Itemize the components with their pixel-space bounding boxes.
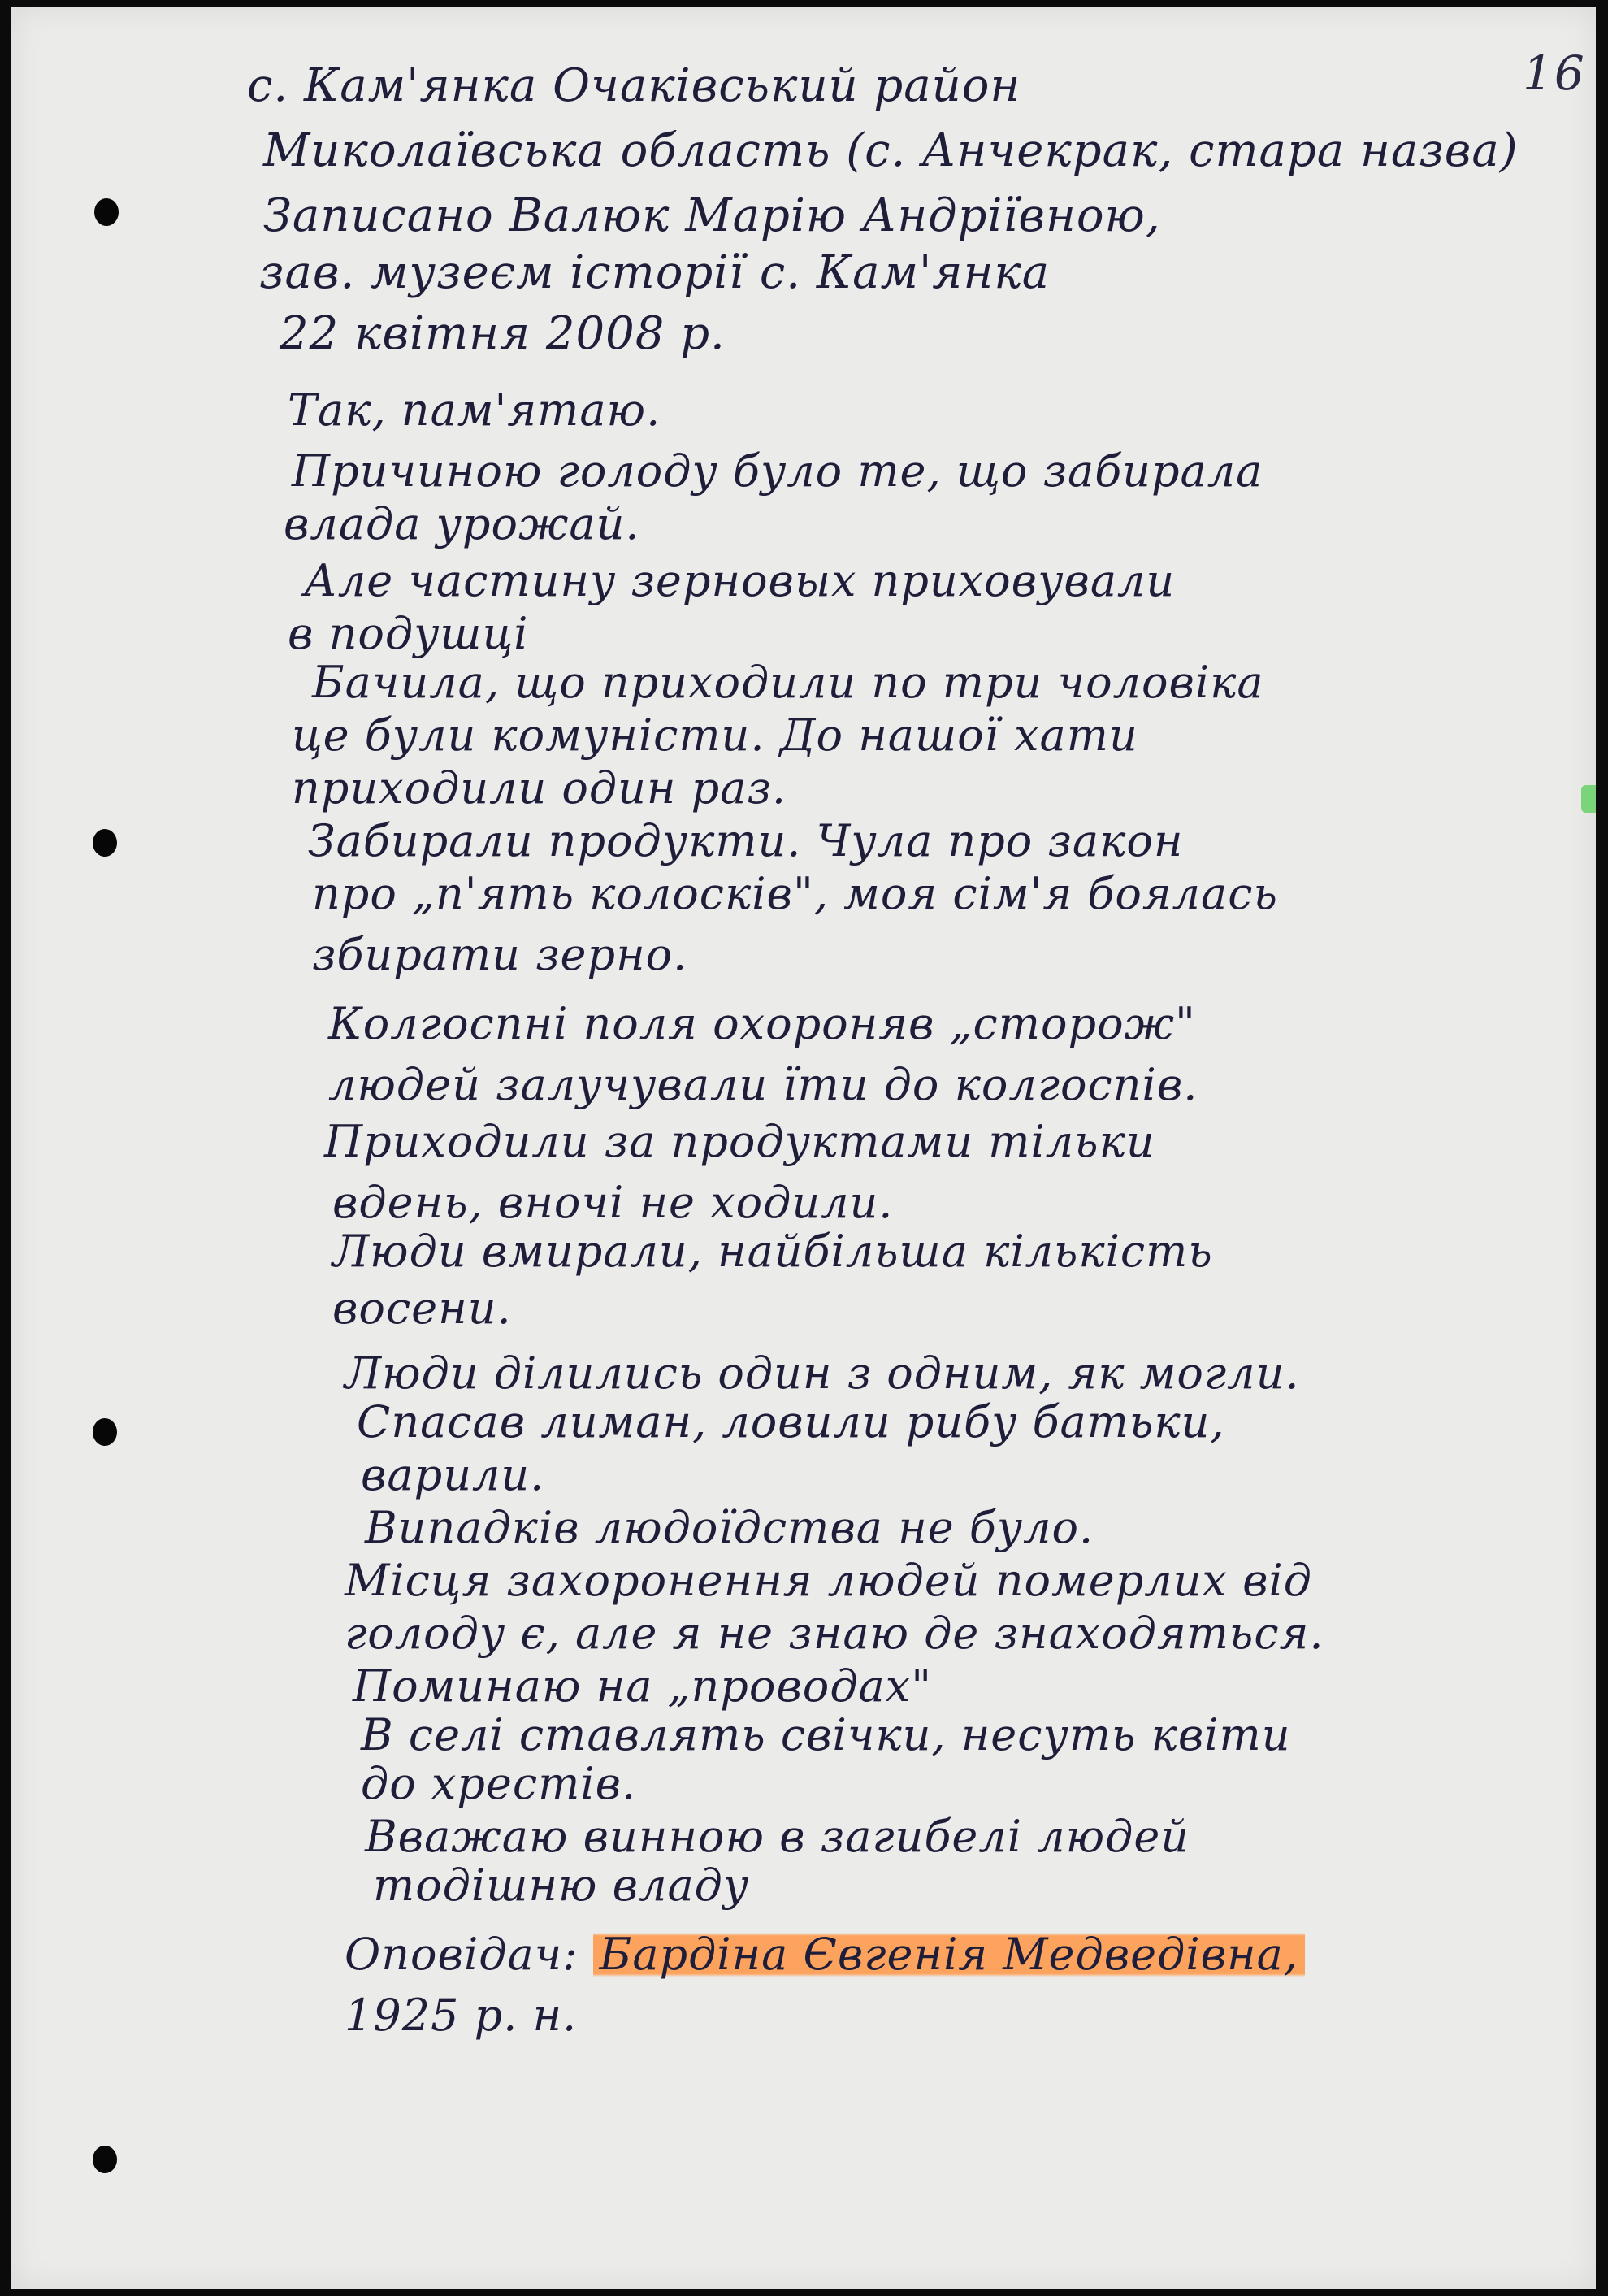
body-line: Люди вмирали, найбільша кількість bbox=[332, 1226, 1213, 1277]
body-line: Бачила, що приходили по три чоловіка bbox=[312, 657, 1264, 708]
body-line: восени. bbox=[332, 1283, 512, 1334]
body-line: в подушці bbox=[288, 608, 529, 659]
body-line: Вважаю винною в загибелі людей bbox=[365, 1811, 1190, 1862]
header-line: Записано Валюк Марію Андріївною, bbox=[263, 189, 1161, 242]
body-line: до хрестів. bbox=[361, 1758, 637, 1809]
header-line: Миколаївська область (с. Анчекрак, стара назва) bbox=[263, 124, 1519, 177]
document-sheet bbox=[11, 7, 1596, 2289]
body-line: людей залучували їти до колгоспів. bbox=[328, 1059, 1198, 1110]
narrator-line bbox=[345, 1929, 1305, 1980]
body-line: про „п'ять колосків", моя сім'я боялась bbox=[312, 868, 1278, 919]
header-line: с. Кам'янка Очаківський район bbox=[247, 59, 1021, 112]
body-line: тодішню владу bbox=[373, 1860, 750, 1911]
body-line: Забирали продукти. Чула про закон bbox=[308, 815, 1184, 866]
body-line: Причиною голоду було те, що забирала bbox=[292, 445, 1263, 497]
body-line: вдень, вночі не ходили. bbox=[332, 1177, 894, 1228]
body-line: Так, пам'ятаю. bbox=[288, 384, 661, 436]
body-line: Колгоспні поля охороняв „сторож" bbox=[328, 998, 1196, 1049]
body-line: В селі ставлять свічки, несуть квіти bbox=[361, 1709, 1291, 1760]
body-line: Місця захоронення людей померлих від bbox=[345, 1555, 1313, 1606]
handwritten-text bbox=[11, 7, 1596, 2289]
body-line: Спасав лиман, ловили рибу батьки, bbox=[357, 1396, 1225, 1447]
header-line: зав. музеєм історії с. Кам'янка bbox=[259, 246, 1051, 299]
narrator-name: Бардіна Євгенія Медведівна, bbox=[593, 1929, 1305, 1980]
body-line: Але частину зерновых приховували bbox=[304, 555, 1176, 606]
body-line: голоду є, але я не знаю де знаходяться. bbox=[345, 1608, 1324, 1659]
narrator-birth: 1925 р. н. bbox=[345, 1990, 578, 2041]
header-line: 22 квітня 2008 р. bbox=[280, 307, 726, 360]
narrator-label: Оповідач: bbox=[345, 1929, 579, 1980]
page-number: 16 bbox=[1523, 46, 1586, 101]
body-line: Випадків людоїдства не було. bbox=[365, 1502, 1094, 1553]
body-line: Люди ділились один з одним, як могли. bbox=[345, 1348, 1300, 1399]
body-line: влада урожай. bbox=[284, 498, 640, 549]
body-line: приходили один раз. bbox=[292, 762, 787, 814]
body-line: це були комуністи. До нашої хати bbox=[292, 710, 1138, 761]
body-line: варили. bbox=[361, 1449, 545, 1500]
body-line: Поминаю на „проводах" bbox=[353, 1660, 933, 1712]
body-line: Приходили за продуктами тільки bbox=[324, 1116, 1155, 1167]
body-line: збирати зерно. bbox=[312, 929, 688, 980]
